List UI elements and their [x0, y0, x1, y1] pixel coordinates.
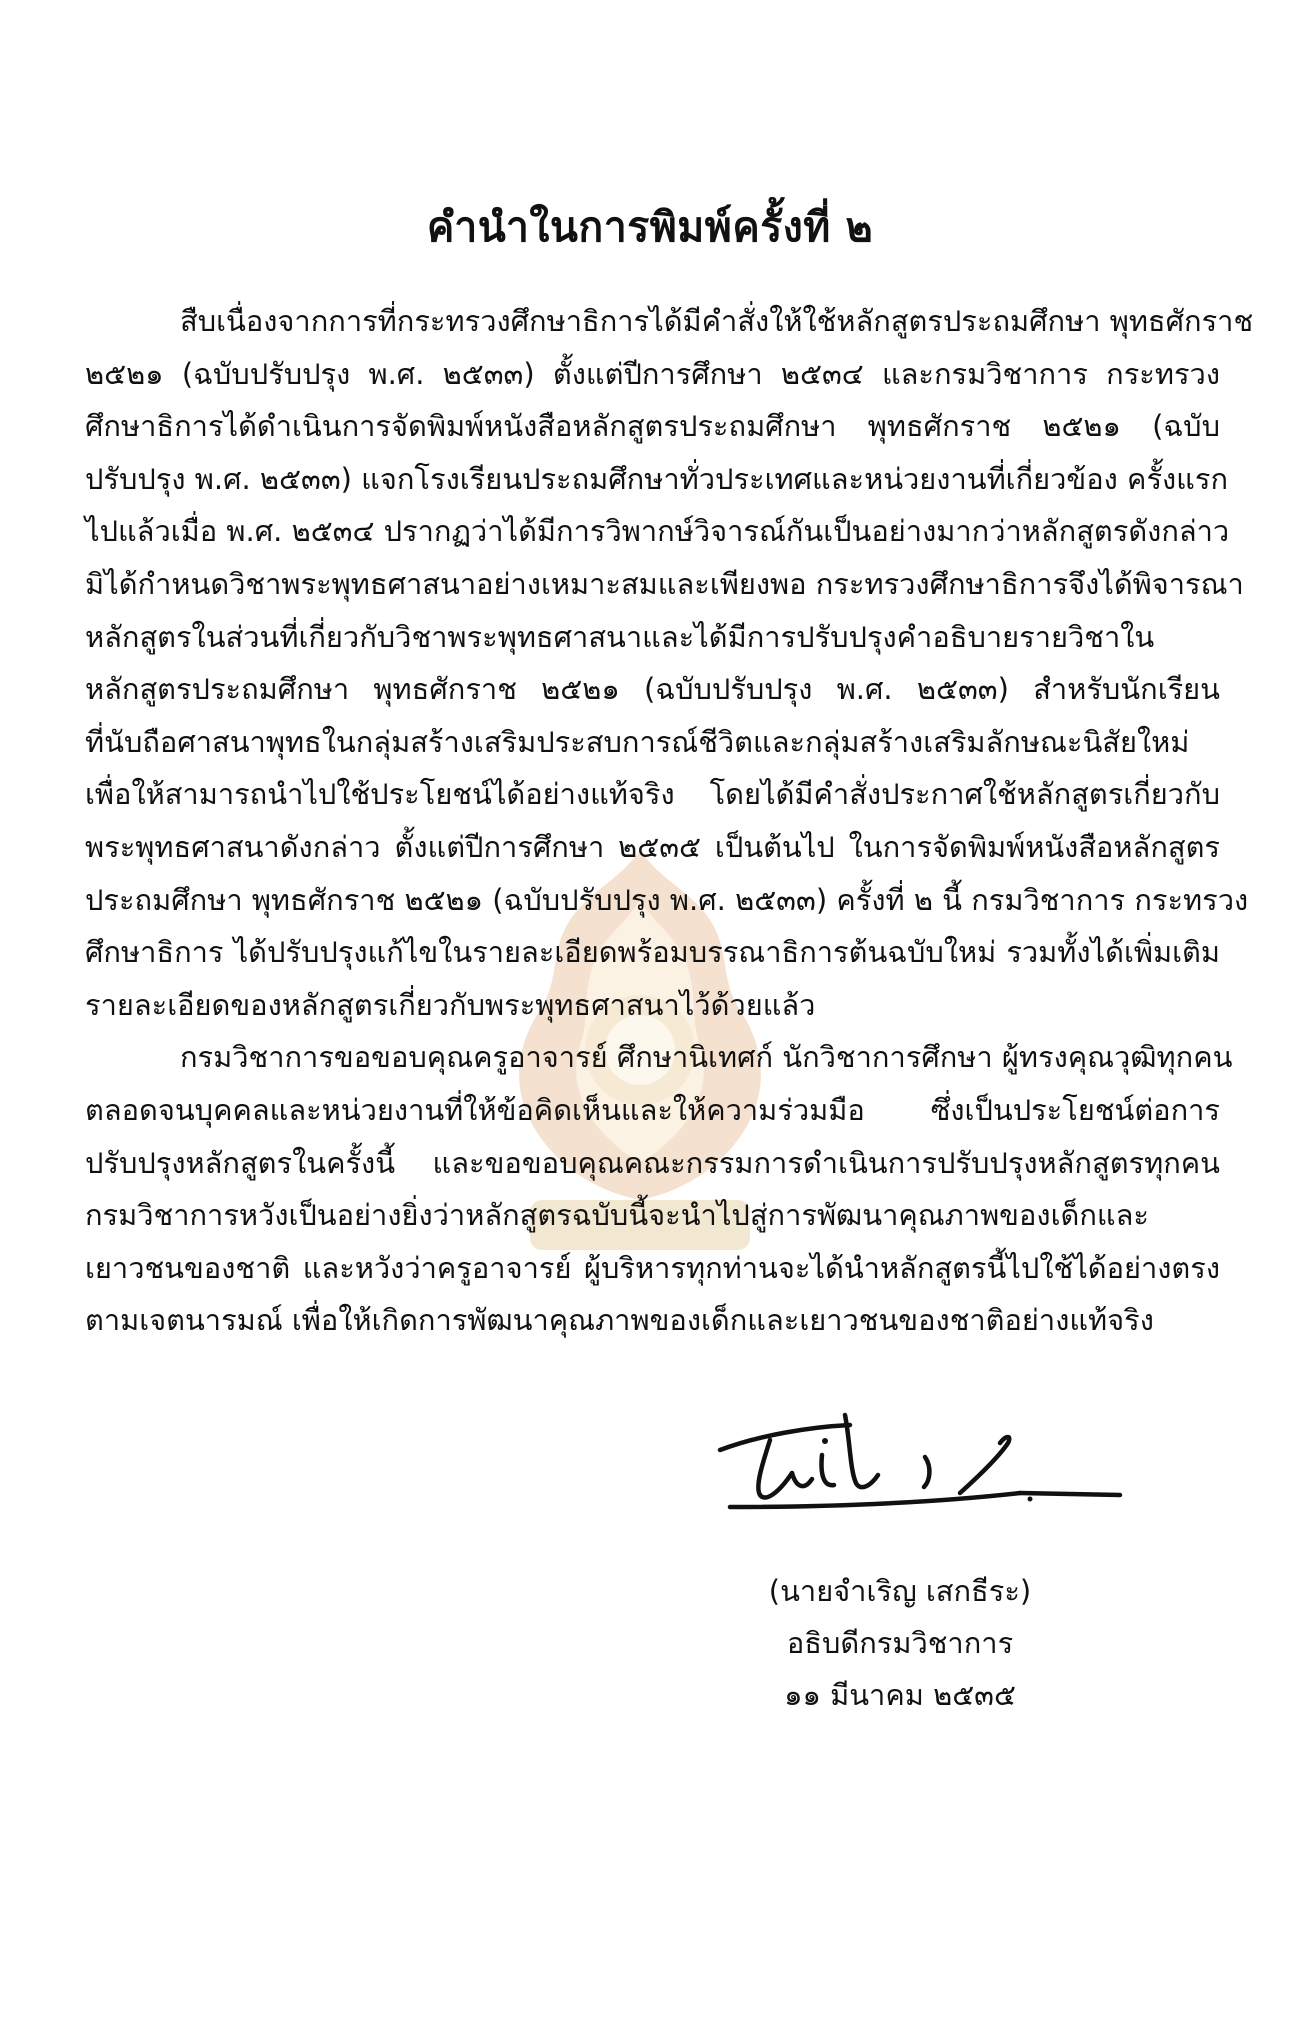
paragraph-2-line: กรมวิชาการขอขอบคุณครูอาจารย์ ศึกษานิเทศก์ นักวิชาการศึกษา ผู้ทรงคุณวุฒิทุกคน	[180, 1040, 1233, 1075]
paragraph-1-line: ที่นับถือศาสนาพุทธในกลุ่มสร้างเสริมประสบการณ์ชีวิตและกลุ่มสร้างเสริมลักษณะนิสัยใหม่	[85, 724, 1190, 759]
paragraph-1-line: ไปแล้วเมื่อ พ.ศ. ๒๕๓๔ ปรากฏว่าได้มีการวิพากษ์วิจารณ์กันเป็นอย่างมากว่าหลักสูตรดังกล่าว	[85, 514, 1230, 549]
document-body	[85, 295, 1254, 1347]
paragraph-2-line: เยาวชนของชาติ และหวังว่าครูอาจารย์ ผู้บริหารทุกท่านจะได้นำหลักสูตรนี้ไปใช้ได้อย่างตรง	[85, 1250, 1220, 1285]
paragraph-1-line: สืบเนื่องจากการที่กระทรวงศึกษาธิการได้มีคำสั่งให้ใช้หลักสูตรประถมศึกษา พุทธศักราช	[180, 304, 1254, 338]
paragraph-1-line: หลักสูตรในส่วนที่เกี่ยวกับวิชาพระพุทธศาสนาและได้มีการปรับปรุงคำอธิบายรายวิชาใน	[85, 619, 1155, 654]
paragraph-1-line: ศึกษาธิการได้ดำเนินการจัดพิมพ์หนังสือหลักสูตรประถมศึกษา พุทธศักราช ๒๕๒๑ (ฉบับ	[85, 409, 1220, 444]
paragraph-1-line: ศึกษาธิการ ได้ปรับปรุงแก้ไขในรายละเอียดพร้อมบรรณาธิการต้นฉบับใหม่ รวมทั้งได้เพิ่มเติม	[85, 935, 1220, 970]
paragraph-1-line: ๒๕๒๑ (ฉบับปรับปรุง พ.ศ. ๒๕๓๓) ตั้งแต่ปีการศึกษา ๒๕๓๔ และกรมวิชาการ กระทรวง	[85, 356, 1220, 391]
paragraph-2-line: กรมวิชาการหวังเป็นอย่างยิ่งว่าหลักสูตรฉบับนี้จะนำไปสู่การพัฒนาคุณภาพของเด็กและ	[85, 1198, 1149, 1233]
signer-name: (นายจำเริญ เสกธีระ)	[768, 1574, 1032, 1608]
document-date: ๑๑ มีนาคม ๒๕๓๕	[784, 1678, 1016, 1712]
paragraph-1-line: เพื่อให้สามารถนำไปใช้ประโยชน์ได้อย่างแท้จริง โดยได้มีคำสั่งประกาศใช้หลักสูตรเกี่ยวกับ	[85, 777, 1220, 812]
handwritten-signature	[700, 1395, 1130, 1525]
paragraph-1-line: มิได้กำหนดวิชาพระพุทธศาสนาอย่างเหมาะสมและเพียงพอ กระทรวงศึกษาธิการจึงได้พิจารณา	[85, 566, 1244, 601]
paragraph-1-line: ประถมศึกษา พุทธศักราช ๒๕๒๑ (ฉบับปรับปรุง พ.ศ. ๒๕๓๓) ครั้งที่ ๒ นี้ กรมวิชาการ กระทรวง	[85, 882, 1249, 917]
paragraph-2-line: ตลอดจนบุคคลและหน่วยงานที่ให้ข้อคิดเห็นและให้ความร่วมมือ ซึ่งเป็นประโยชน์ต่อการ	[85, 1092, 1220, 1127]
paragraph-1-line: ปรับปรุง พ.ศ. ๒๕๓๓) แจกโรงเรียนประถมศึกษาทั่วประเทศและหน่วยงานที่เกี่ยวข้อง ครั้งแรก	[85, 461, 1229, 496]
page-title: คำนำในการพิมพ์ครั้งที่ ๒	[426, 203, 874, 251]
signer-position: อธิบดีกรมวิชาการ	[786, 1626, 1014, 1660]
paragraph-2-line: ตามเจตนารมณ์ เพื่อให้เกิดการพัฒนาคุณภาพของเด็กและเยาวชนของชาติอย่างแท้จริง	[85, 1303, 1154, 1338]
paragraph-1-line: พระพุทธศาสนาดังกล่าว ตั้งแต่ปีการศึกษา ๒๕๓๕ เป็นต้นไป ในการจัดพิมพ์หนังสือหลักสูตร	[85, 829, 1220, 864]
signature-block	[640, 1565, 1160, 1721]
paragraph-1-line: หลักสูตรประถมศึกษา พุทธศักราช ๒๕๒๑ (ฉบับปรับปรุง พ.ศ. ๒๕๓๓) สำหรับนักเรียน	[85, 672, 1220, 707]
paragraph-2-line: ปรับปรุงหลักสูตรในครั้งนี้ และขอขอบคุณคณะกรรมการดำเนินการปรับปรุงหลักสูตรทุกคน	[85, 1145, 1220, 1180]
paragraph-1-line: รายละเอียดของหลักสูตรเกี่ยวกับพระพุทธศาสนาไว้ด้วยแล้ว	[85, 987, 816, 1022]
